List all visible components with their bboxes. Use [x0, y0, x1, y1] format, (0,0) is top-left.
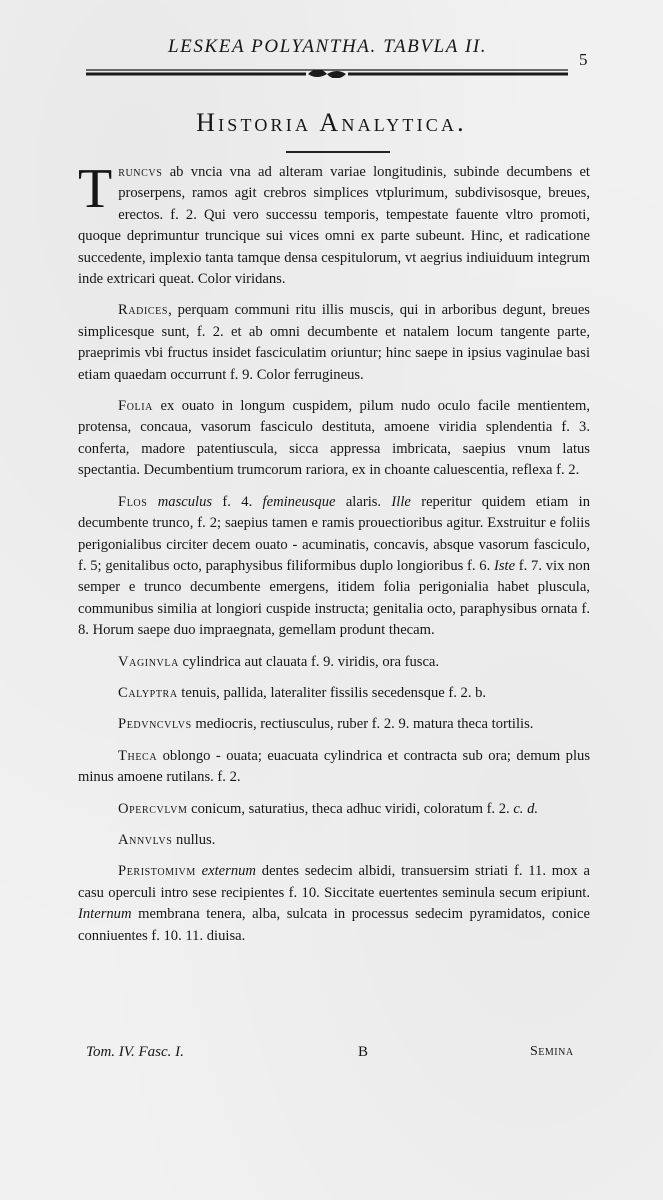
paragraph-text: cylindrica aut clauata f. 9. viridis, ora fusca. [178, 653, 440, 670]
paragraph-lead-word: Vaginvla [118, 653, 179, 670]
paragraph-lead-word: Radices [118, 302, 169, 319]
paragraph-lead-word: Pedvncvlvs [118, 716, 192, 733]
italic-term: Internum [78, 906, 132, 923]
paragraph-text: alaris. [335, 493, 392, 510]
paragraph-text: membrana tenera, alba, sulcata in processus sedecim pyramidatos, conice conniuentes f. 10. 11. diuisa. [78, 906, 590, 944]
paragraph [78, 158, 590, 290]
running-title: LESKEA POLYANTHA. TABVLA II. [168, 36, 488, 57]
paragraph-lead-word: Theca [118, 747, 158, 764]
gathering-signature: B [358, 1044, 369, 1060]
paragraph [78, 683, 590, 704]
paragraph-lead-word: Annvlvs [118, 831, 173, 848]
paragraph-lead-word: Calyptra [118, 684, 178, 701]
paragraph [78, 799, 590, 820]
drop-cap: T [78, 158, 113, 220]
paragraph-lead-word: Flos [118, 493, 148, 510]
italic-term: Iste [493, 557, 516, 574]
paragraph [78, 830, 590, 851]
paragraph [78, 861, 590, 947]
paragraph-text: conicum, saturatius, theca adhuc viridi, coloratum f. 2. [187, 800, 514, 817]
page-footer [0, 1044, 663, 1068]
paragraph-lead-word: Peristomivm [118, 863, 196, 880]
paragraph [78, 714, 590, 735]
paragraph-text: tenuis, pallida, lateraliter fissilis secedensque f. 2. b. [177, 684, 487, 701]
description-text [78, 158, 590, 947]
italic-term: femineusque [262, 493, 336, 510]
paragraph [78, 652, 590, 673]
paragraph-text: mediocris, rectiusculus, ruber f. 2. 9. matura theca tortilis. [191, 716, 534, 733]
paragraph-text: dentes sedecim albidi, transuersim striati f. 11. mox a casu operculi intro sese recipientes f. 10. Siccitate euertentes seminula secum eripiunt. [78, 863, 590, 901]
paragraph-text [147, 494, 157, 510]
page-number: 5 [579, 50, 588, 69]
italic-term: Ille [391, 493, 411, 510]
paragraph-lead-word: runcvs [118, 164, 163, 180]
paragraph [78, 746, 590, 789]
paragraph-text: f. 7. vix non semper e trunco decumbente emergens, itidem folia perigonialia habet pluscula, communibus similia at longiori cuspide instructa; genitalia octo, paraphysibus ornata f. 8. Horum saepe duo impraegnata, gemellam produnt thecam. [78, 557, 590, 639]
running-head [0, 36, 663, 69]
paragraph-lead-word: Folia [118, 398, 153, 415]
italic-term: c. d. [513, 800, 539, 817]
paragraph-text: nullus. [172, 831, 216, 848]
paragraph-text: f. 4. [212, 493, 263, 510]
paragraph-text: ab vncia vna ad alteram variae longitudinis, subinde decumbens et proserpens, ramos agit crebros simplices vtplurimum, subdivisosque, breues, erectos. f. 2. Qui vero successu temporis, tempestate fauente vltro promoti, quoque deprimuntur truncique sui vices omni ex parte subeunt. Hinc, et radicatione succedente, implexio tanta tamque densa cespitulorum, vt aegrius indiuiduum integrum inde extricari queat. Color viridans. [78, 164, 590, 288]
paragraph [78, 492, 590, 642]
paragraph-text: ex ouato in longum cuspidem, pilum nudo oculo facile mentientem, protensa, concaua, vasorum fasciculo destituta, amoene viridia splendentia f. 3. conferta, madore patentiuscula, sicca appressa imbricata, saepius vnum latus spectantia. Decumbentium trumcorum rariora, ex in choante caluescentia, reflexa f. 2. [78, 398, 590, 479]
volume-signature: Tom. IV. Fasc. I. [86, 1044, 184, 1060]
paragraph [78, 300, 590, 386]
paragraph-text: , perquam communi ritu illis muscis, qui in arboribus degunt, breues simplicesque sunt, f. 2. et ab omni decumbente et natalem locum tangente parte, praeprimis vbi fructus insidet fasciculatim oriuntur; hinc saepe in ipsius vaginulae basi etiam quaedam occurrunt f. 9. Color ferrugineus. [78, 302, 590, 383]
paragraph-lead-word: Opercvlvm [118, 800, 188, 817]
title-underline [286, 151, 390, 153]
paragraph-text: oblongo - ouata; euacuata cylindrica et contracta sub ora; demum plus minus amoene rutilans. f. 2. [78, 747, 590, 786]
paragraph-text: reperitur quidem etiam in decumbente trunco, f. 2; saepius tamen e ramis prouectioribus agitur. Exstruitur e foliis perigonialibus circiter decem ouato - acuminatis, concavis, absque vasorum fasciculo, f. 5; genitalibus octo, paraphysibus filiformibus duplo longioribus f. 6. [78, 493, 590, 574]
italic-term: masculus [157, 493, 213, 510]
section-title: Historia Analytica. [196, 108, 467, 137]
ornamental-rule [86, 68, 568, 78]
paragraph [78, 396, 590, 482]
catchword: Semina [530, 1044, 574, 1059]
italic-term: externum [201, 863, 256, 880]
